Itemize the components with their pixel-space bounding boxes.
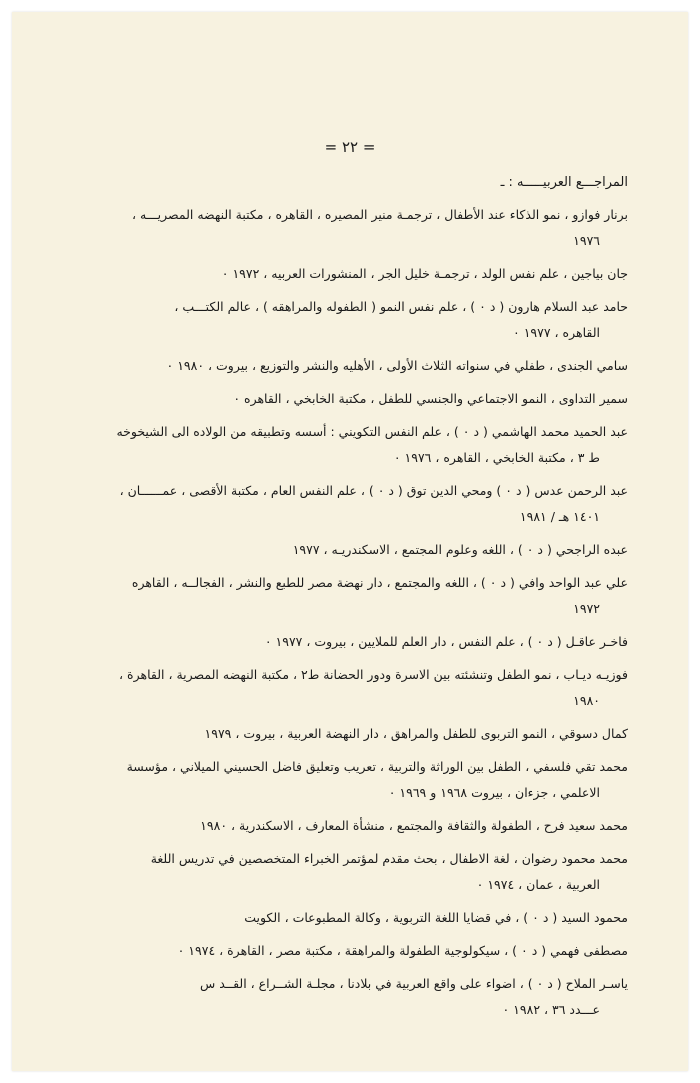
- reference-line: محمد محمود رضوان ، لغة الاطفال ، بحث مقدم لمؤتمر الخبراء المتخصصين في تدريس اللغة: [150, 851, 628, 866]
- reference-line: برنار فوازو ، نمو الذكاء عند الأطفال ، ترجمـة منير المصيره ، القاهره ، مكتبة النهضه المصريـــه ،: [131, 207, 628, 222]
- reference-continuation: ١٤٠١ هـ / ١٩٨١: [519, 509, 600, 524]
- page-number: = ٢٢ =: [324, 138, 376, 156]
- reference-entry: [82, 419, 628, 471]
- reference-continuation: القاهره ، ١٩٧٧ ٠: [513, 325, 600, 340]
- reference-entry: [82, 294, 628, 346]
- reference-entry: [82, 353, 628, 379]
- reference-entry: [82, 662, 628, 714]
- section-heading: المراجـــع العربيـــــه : ـ: [500, 175, 628, 190]
- reference-line: علي عبد الواحد وافي ( د ٠ ) ، اللغه والمجتمع ، دار نهضة مصر للطبع والنشر ، الفجالــه ، القاهره: [131, 575, 628, 590]
- reference-entry: [82, 905, 628, 931]
- reference-continuation: عـــدد ٣٦ ، ١٩٨٢ ٠: [502, 1002, 600, 1017]
- reference-line: كمال دسوقي ، النمو التربوى للطفل والمراهق ، دار النهضة العربية ، بيروت ، ١٩٧٩: [204, 726, 628, 741]
- reference-line: عبده الراجحي ( د ٠ ) ، اللغه وعلوم المجتمع ، الاسكندريـه ، ١٩٧٧: [292, 542, 628, 557]
- reference-line: جان بياجين ، علم نفس الولد ، ترجمـة خليل الجر ، المنشورات العربيه ، ١٩٧٢ ٠: [221, 266, 628, 281]
- reference-line: عبد الحميد محمد الهاشمي ( د ٠ ) ، علم النفس التكويني : أسسه وتطبيقه من الولاده الى الشيخوخه: [116, 424, 628, 439]
- reference-line: سمير التداوى ، النمو الاجتماعي والجنسي للطفل ، مكتبة الخابخي ، القاهره ٠: [233, 391, 628, 406]
- reference-continuation: ١٩٧٢: [573, 601, 600, 616]
- reference-entry: [82, 846, 628, 898]
- reference-continuation: العربية ، عمان ، ١٩٧٤ ٠: [476, 877, 600, 892]
- reference-entry: [82, 971, 628, 1023]
- references-section: [82, 172, 628, 1030]
- reference-line: حامد عبد السلام هارون ( د ٠ ) ، علم نفس النمو ( الطفوله والمراهقه ) ، عالم الكتـــب ،: [174, 299, 628, 314]
- reference-continuation: ١٩٨٠: [573, 693, 600, 708]
- document-page: [12, 12, 688, 1071]
- reference-continuation: ط ٣ ، مكتبة الخابخي ، القاهره ، ١٩٧٦ ٠: [393, 450, 600, 465]
- reference-line: فاخـر عاقـل ( د ٠ ) ، علم النفس ، دار العلم للملايين ، بيروت ، ١٩٧٧ ٠: [264, 634, 628, 649]
- reference-list: [82, 202, 628, 1023]
- reference-line: عبد الرحمن عدس ( د ٠ ) ومحي الدين توق ( د ٠ ) ، علم النفس العام ، مكتبة الأقصى ، عمــــــان ،: [119, 483, 628, 498]
- reference-entry: [82, 754, 628, 806]
- reference-entry: [82, 537, 628, 563]
- reference-line: ياسـر الملاح ( د ٠ ) ، اضواء على واقع العربية في بلادنا ، مجلـة الشــراع ، القــد س: [199, 976, 628, 991]
- reference-line: فوزيـه ديـاب ، نمو الطفل وتنشئته بين الاسرة ودور الحضانة ط٢ ، مكتبة النهضه المصرية ، القاهرة ،: [119, 667, 628, 682]
- reference-entry: [82, 202, 628, 254]
- reference-line: محمد سعيد فرح ، الطفولة والثقافة والمجتمع ، منشأة المعارف ، الاسكندرية ، ١٩٨٠: [200, 818, 628, 833]
- reference-line: مصطفى فهمي ( د ٠ ) ، سيكولوجية الطفولة والمراهقة ، مكتبة مصر ، القاهرة ، ١٩٧٤ ٠: [177, 943, 628, 958]
- reference-entry: [82, 386, 628, 412]
- reference-entry: [82, 570, 628, 622]
- reference-line: سامي الجندى ، طفلي في سنواته الثلاث الأولى ، الأهليه والنشر والتوزيع ، بيروت ، ١٩٨٠ ٠: [166, 358, 628, 373]
- reference-continuation: الاعلمي ، جزءان ، بيروت ١٩٦٨ و ١٩٦٩ ٠: [388, 785, 600, 800]
- reference-line: محمد تقي فلسفي ، الطفل بين الوراثة والتربية ، تعريب وتعليق فاضل الحسيني الميلاني ، مؤسسة: [126, 759, 628, 774]
- reference-entry: [82, 721, 628, 747]
- reference-continuation: ١٩٧٦: [573, 233, 600, 248]
- reference-entry: [82, 478, 628, 530]
- reference-entry: [82, 261, 628, 287]
- reference-line: محمود السيد ( د ٠ ) ، في قضايا اللغة التربوية ، وكالة المطبوعات ، الكويت: [244, 910, 628, 925]
- reference-entry: [82, 813, 628, 839]
- reference-entry: [82, 938, 628, 964]
- reference-entry: [82, 629, 628, 655]
